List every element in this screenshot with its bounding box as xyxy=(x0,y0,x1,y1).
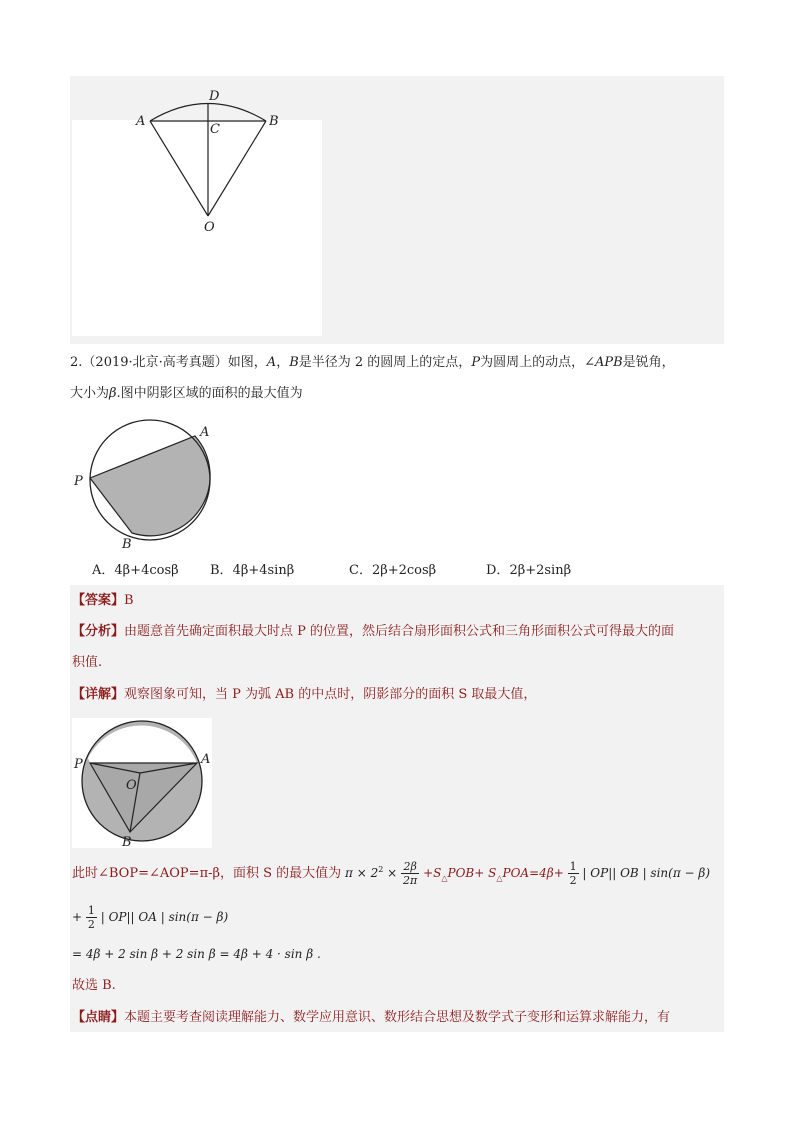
fig1-label-d: D xyxy=(209,89,220,104)
math-sub: △ xyxy=(441,873,448,883)
analysis-text-2: 积值. xyxy=(72,655,103,670)
analysis-line-1 xyxy=(72,623,674,641)
math-term: POB xyxy=(447,866,475,880)
analysis-text: 由题意首先确定面积最大时点 P 的位置，然后结合扇形面积公式和三角形面积公式可得最大的面 xyxy=(124,624,675,639)
question-text: 是半径为 2 的圆周上的定点， xyxy=(298,355,472,370)
solution-line-3 xyxy=(72,946,321,962)
math-term: | OP|| OA | sin(π − β) xyxy=(100,910,229,924)
frac-num: 1 xyxy=(87,904,95,917)
option-text: 4β+4sinβ xyxy=(232,563,295,578)
fig3-label-p: P xyxy=(74,757,83,772)
math-term: π × 2 xyxy=(345,866,379,880)
detail-text: 观察图象可知，当 P 为弧 AB 的中点时，阴影部分的面积 S 取最大值， xyxy=(124,687,537,702)
question-line-2 xyxy=(70,385,303,403)
conclusion-line xyxy=(72,977,116,995)
solution-line-2 xyxy=(72,904,228,931)
fig1-label-c: C xyxy=(210,122,220,137)
math-term: | OP|| OB | sin(π − β) xyxy=(582,866,711,880)
figure-circle-shaded xyxy=(70,410,230,555)
conclusion-text: 故选 B. xyxy=(72,978,116,993)
fig2-label-p: P xyxy=(74,474,83,489)
var-p: P xyxy=(471,355,481,370)
math-term: + xyxy=(72,910,83,924)
var-b: B xyxy=(289,355,299,370)
fig1-label-a: A xyxy=(136,114,146,129)
remark-line xyxy=(72,1009,670,1027)
figure-solution-circle xyxy=(72,718,212,848)
var-beta: β xyxy=(109,386,117,401)
question-line-1: 2.（2019·北京·高考真题）如图，A，B是半径为 2 的圆周上的定点，P为圆周上的动点，∠APB是锐角， xyxy=(70,355,675,370)
math-sub: △ xyxy=(496,873,503,883)
frac-num: 1 xyxy=(569,860,577,873)
analysis-tag: 【分析】 xyxy=(72,624,125,639)
math-exponent: 2 xyxy=(378,865,384,874)
answer-value: B xyxy=(124,593,134,608)
fig3-label-o: O xyxy=(126,778,137,793)
analysis-line-2 xyxy=(72,654,102,672)
frac-den: 2 xyxy=(569,874,577,887)
question-text: 如图， xyxy=(227,355,267,370)
fig1-label-o: O xyxy=(204,220,215,235)
solution-text: 此时∠BOP=∠AOP=π-β，面积 S 的最大值为 xyxy=(72,866,342,881)
option-text: 4β+4cosβ xyxy=(114,563,179,578)
frac-den: 2 xyxy=(87,918,95,931)
angle-apb: ∠APB xyxy=(584,355,623,370)
frac-den: 2π xyxy=(403,874,418,887)
detail-tag: 【详解】 xyxy=(72,687,125,702)
math-term: +S xyxy=(423,866,442,880)
option-text: 2β+2sinβ xyxy=(509,563,572,578)
fraction-2beta-2pi xyxy=(401,860,419,887)
option-key: D． xyxy=(486,563,510,578)
var-a: A xyxy=(266,355,277,370)
math-term: × xyxy=(383,866,402,880)
fig3-label-b: B xyxy=(122,835,132,848)
math-term: POA xyxy=(502,866,530,880)
fig2-label-b: B xyxy=(122,537,132,552)
answer-line xyxy=(72,592,134,610)
question-text: 大小为 xyxy=(70,386,110,401)
solution-line-1 xyxy=(72,860,710,887)
question-text: .图中阴影区域的面积的最大值为 xyxy=(116,386,303,401)
question-text: 为圆周上的动点， xyxy=(480,355,585,370)
figure-sector xyxy=(70,76,330,338)
math-term: + S xyxy=(474,866,497,880)
fraction-half xyxy=(568,860,579,887)
question-number: 2 xyxy=(70,355,79,370)
remark-tag: 【点睛】 xyxy=(72,1010,125,1025)
fig2-label-a: A xyxy=(200,425,210,440)
fraction-half xyxy=(86,904,97,931)
option-a[interactable] xyxy=(92,562,179,580)
option-c[interactable] xyxy=(349,562,436,580)
question-source: （2019·北京·高考真题） xyxy=(82,355,228,370)
math-term: = 4β + 2 sin β + 2 sin β = 4β + 4 · sin β . xyxy=(72,947,321,961)
fig1-label-b: B xyxy=(269,114,279,129)
fig3-label-a: A xyxy=(201,752,211,767)
question-text: 是锐角， xyxy=(622,355,675,370)
option-key: B． xyxy=(210,563,233,578)
option-key: A． xyxy=(92,563,115,578)
remark-text: 本题主要考查阅读理解能力、数学应用意识、数形结合思想及数学式子变形和运算求解能力，有 xyxy=(124,1010,671,1025)
option-text: 2β+2cosβ xyxy=(371,563,437,578)
question-text: ， xyxy=(276,355,290,370)
answer-tag: 【答案】 xyxy=(72,593,125,608)
option-b[interactable] xyxy=(210,562,294,580)
detail-line xyxy=(72,686,536,704)
option-key: C． xyxy=(349,563,372,578)
math-term: =4β+ xyxy=(529,866,564,880)
option-d[interactable] xyxy=(486,562,571,580)
frac-num: 2β xyxy=(401,860,419,874)
